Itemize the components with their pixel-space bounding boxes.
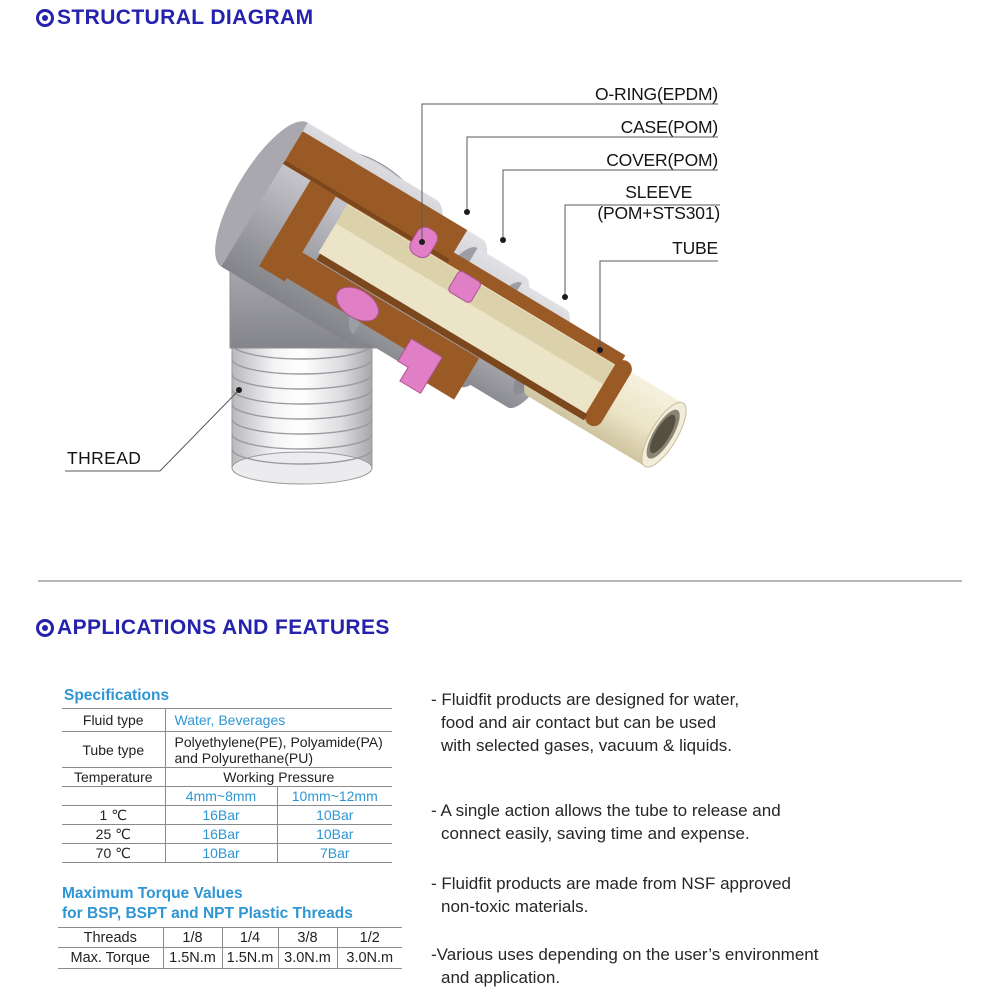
torque-value-cell: 1.5N.m bbox=[163, 948, 222, 969]
working-pressure-label: Working Pressure bbox=[165, 768, 392, 787]
feature-line: -Various uses depending on the user’s environment bbox=[431, 945, 819, 964]
leader-dot-case bbox=[464, 209, 470, 215]
feature-item bbox=[431, 688, 739, 757]
table-row bbox=[58, 948, 402, 969]
temperature-label: Temperature bbox=[62, 768, 165, 787]
table-row bbox=[62, 787, 392, 806]
fluid-type-value: Water, Beverages bbox=[165, 709, 392, 732]
temp-cell: 25 ℃ bbox=[62, 825, 165, 844]
threads-label: Threads bbox=[58, 928, 163, 948]
feature-item bbox=[431, 799, 781, 845]
pressure-cell: 16Bar bbox=[165, 806, 277, 825]
feature-line: connect easily, saving time and expense. bbox=[441, 824, 750, 843]
leader-dot-o-ring bbox=[419, 239, 425, 245]
feature-line: - Fluidfit products are made from NSF approved bbox=[431, 874, 791, 893]
table-row bbox=[62, 768, 392, 787]
temp-cell: 70 ℃ bbox=[62, 844, 165, 863]
leader-dot-thread bbox=[236, 387, 242, 393]
tube-type-label: Tube type bbox=[62, 732, 165, 768]
label-thread: THREAD bbox=[67, 448, 142, 468]
feature-line: - Fluidfit products are designed for water, bbox=[431, 690, 740, 709]
label-o-ring: O-RING(EPDM) bbox=[594, 84, 718, 104]
feature-line: non-toxic materials. bbox=[441, 897, 589, 916]
section-divider bbox=[38, 580, 962, 582]
pressure-cell: 10Bar bbox=[277, 806, 392, 825]
pressure-cell: 10Bar bbox=[165, 844, 277, 863]
applications-section-header bbox=[36, 616, 390, 640]
thread-size-cell: 1/8 bbox=[163, 928, 222, 948]
temp-cell: 1 ℃ bbox=[62, 806, 165, 825]
leader-line-tube bbox=[600, 261, 718, 350]
specifications-table bbox=[62, 708, 392, 863]
torque-value-cell: 3.0N.m bbox=[337, 948, 402, 969]
thread-size-cell: 1/4 bbox=[222, 928, 278, 948]
feature-item bbox=[431, 872, 791, 918]
table-row bbox=[58, 928, 402, 948]
structural-section-title: STRUCTURAL DIAGRAM bbox=[57, 6, 314, 29]
size-col-1: 4mm~8mm bbox=[165, 787, 277, 806]
table-row bbox=[62, 844, 392, 863]
leader-dot-tube bbox=[597, 347, 603, 353]
feature-item bbox=[431, 943, 818, 989]
pressure-cell: 7Bar bbox=[277, 844, 392, 863]
label-sleeve bbox=[597, 182, 720, 224]
torque-value-cell: 1.5N.m bbox=[222, 948, 278, 969]
max-torque-label: Max. Torque bbox=[58, 948, 163, 969]
empty-cell bbox=[62, 787, 165, 806]
bullseye-icon bbox=[36, 619, 54, 637]
torque-value-cell: 3.0N.m bbox=[278, 948, 337, 969]
torque-title bbox=[62, 884, 353, 924]
size-col-2: 10mm~12mm bbox=[277, 787, 392, 806]
pressure-cell: 10Bar bbox=[277, 825, 392, 844]
table-row bbox=[62, 709, 392, 732]
feature-line: with selected gases, vacuum & liquids. bbox=[441, 736, 733, 755]
feature-line: food and air contact but can be used bbox=[441, 713, 717, 732]
torque-table bbox=[58, 927, 402, 969]
feature-line: and application. bbox=[441, 968, 561, 987]
label-tube: TUBE bbox=[672, 238, 718, 258]
label-sleeve-line1: SLEEVE bbox=[625, 182, 693, 202]
thread-size-cell: 1/2 bbox=[337, 928, 402, 948]
table-row bbox=[62, 806, 392, 825]
leader-dot-sleeve bbox=[562, 294, 568, 300]
thread-size-cell: 3/8 bbox=[278, 928, 337, 948]
leader-dot-cover bbox=[500, 237, 506, 243]
label-case: CASE(POM) bbox=[620, 117, 718, 137]
applications-section-title: APPLICATIONS AND FEATURES bbox=[57, 616, 390, 639]
pressure-cell: 16Bar bbox=[165, 825, 277, 844]
table-row bbox=[62, 732, 392, 768]
tube-type-value: Polyethylene(PE), Polyamide(PA) and Polyurethane(PU) bbox=[165, 732, 392, 768]
thread-shape bbox=[232, 330, 372, 484]
label-cover: COVER(POM) bbox=[606, 150, 718, 170]
fluid-type-label: Fluid type bbox=[62, 709, 165, 732]
table-row bbox=[62, 825, 392, 844]
feature-line: - A single action allows the tube to release and bbox=[431, 801, 781, 820]
specifications-title: Specifications bbox=[64, 687, 170, 704]
torque-title-line2: for BSP, BSPT and NPT Plastic Threads bbox=[62, 905, 353, 922]
torque-title-line1: Maximum Torque Values bbox=[62, 885, 243, 902]
label-sleeve-line2: (POM+STS301) bbox=[597, 203, 720, 223]
